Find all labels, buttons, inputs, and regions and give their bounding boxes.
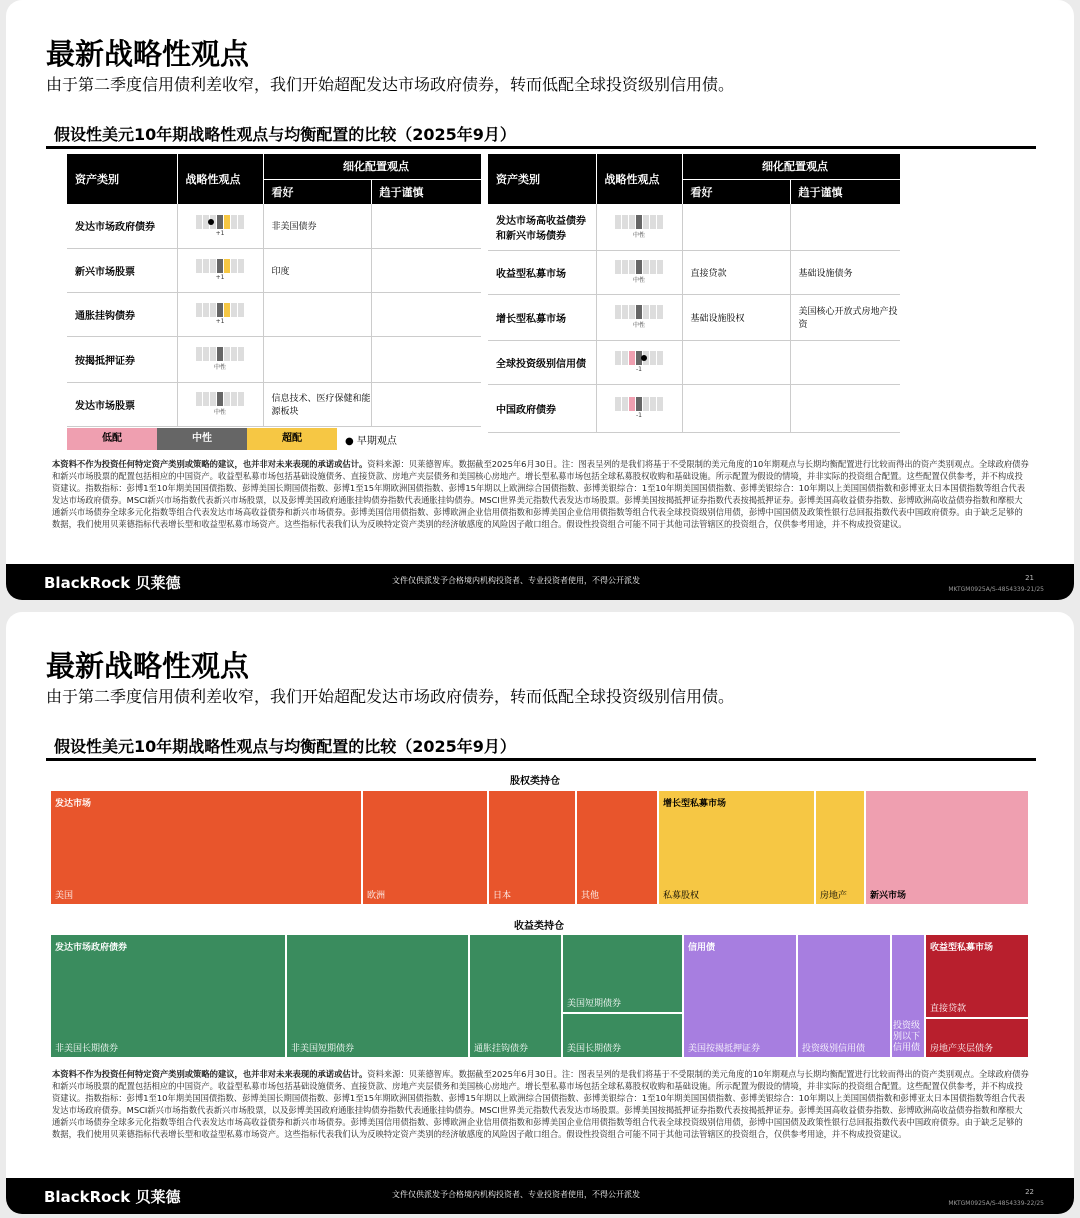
gauge-segment [210,347,216,361]
view-gauge [194,303,246,317]
view-label: -1 [636,412,642,419]
tm-re-mezz [925,1018,1029,1058]
footer-bar [6,564,1074,600]
tm-dm-us [50,790,362,905]
view-gauge-cell [596,384,682,432]
view-gauge-cell [596,340,682,384]
view-gauge-cell [596,204,682,250]
gauge-segment [636,260,642,274]
gauge-segment [622,397,628,411]
asset-class-cell: 收益型私募市场 [488,250,596,294]
gauge-segment [615,397,621,411]
table-row [67,204,481,248]
tm-em [865,790,1029,905]
asset-class-cell: 发达市场高收益债券和新兴市场债券 [488,204,596,250]
gauge-segment [196,259,202,273]
gauge-segment [615,305,621,319]
gauge-segment [224,392,230,406]
view-gauge-cell [177,204,263,248]
gauge-segment [643,305,649,319]
view-gauge [613,351,665,365]
gauge-segment [622,351,628,365]
disclaimer-bold: 本资料不作为投资任何特定资产类别或策略的建议，也并非对未来表现的承诺或估计。 [52,1069,368,1079]
page-subtitle: 由于第二季度信用债利差收窄，我们开始超配发达市场政府债券，转而低配全球投资级别信用债。 [46,75,735,94]
gauge-segment [231,392,237,406]
gauge-segment [217,303,223,317]
caution-cell [371,336,481,382]
title-rule [46,758,1036,761]
gauge-segment [657,305,663,319]
tm-us-label: 美国 [55,891,74,901]
view-gauge [613,215,665,229]
view-gauge [194,215,246,229]
gauge-segment [224,347,230,361]
gauge-segment [217,392,223,406]
tm-credit-label: 信用债 [688,943,716,953]
page-subtitle: 由于第二季度信用债利差收窄，我们开始超配发达市场政府债券，转而低配全球投资级别信用债。 [46,687,735,706]
tm-dmgov-label: 发达市场政府债券 [55,943,128,953]
slide-22 [6,612,1074,1214]
header-favor: 看好 [682,179,790,204]
gauge-segment [657,397,663,411]
gauge-segment [615,260,621,274]
gauge-segment [224,303,230,317]
view-label: +1 [215,318,225,325]
favor-cell [682,204,790,250]
views-table-left [67,154,482,427]
header-detail: 细化配置观点 [682,154,900,179]
slide-21 [6,0,1074,600]
gauge-segment [231,259,237,273]
tm-real-estate [815,790,865,905]
disclaimer-text: 资料来源：贝莱德智库。数据截至2025年6月30日。注：图表呈列的是我们将基于不受限制的美元角度的10年期观点与长期均衡配置进行比较而得出的资产类别观点。全球政府债券和新兴市场股票的配置包括相应的中国资产。收益型私募市场包括基础设施债务、直接贷款、房地产夹层债务和美国核心房地产。增长型私募市场包括全球私募股权收购和基础设施。所示配置为假设的情境，并非实际的投资组合配置。这些配置仅供参考，并不构成投资建议。指数指标：彭博1至10年期美国国债指数、彭博美国长期国债指数、彭博1至15年期欧洲国债指数、彭博15年期以上欧洲综合国债指数、彭博美银综合：1至10年期美国国债指数、彭博美银综合：10年期以上美国国债指数和彭博亚太日本国债指数等组合代表发达市场政府债券。MSCI新兴市场指数代表新兴市场股票，以及彭博美国政府通胀挂钩债券指数代表通胀挂钩债券。MSCI世界美元指数代表发达市场股票。彭博美国按揭抵押证券指数代表按揭抵押证券。彭博美国高收益债券指数、彭博欧洲高收益债券指数和摩根大通新兴市场债券全球多元化指数等组合代表发达市场高收益债券和新兴市场债券。彭博美国信用债指数、彭博欧洲企业信用债指数和彭博美国企业信用债指数等组合代表全球投资级别信用债，彭博中国国债及政策性银行总回报指数代表中国政府债券。由于缺乏足够的数据，我们使用贝莱德指标代表增长型和收益型私募市场资产。这些指标代表我们认为反映特定资产类别的经济敏感度的风险因子敞口组合。假设性投资组合可能不同于其他司法管辖区的投资组合，仅供参考用途，并不构成投资建议。 [52,1069,1029,1139]
footer-notice: 文件仅供派发予合格境内机构投资者、专业投资者使用，不得公开派发 [392,576,640,585]
gauge-segment [650,351,656,365]
tm-re-label: 房地产 [820,891,848,901]
gauge-segment [224,259,230,273]
tm-ig-lower [891,934,925,1058]
table-row [67,382,481,426]
tm-dm-gov [50,934,286,1058]
header-favor: 看好 [263,179,371,204]
table-row [488,250,900,294]
tm-mezz-label: 房地产夹层债务 [930,1044,994,1054]
gauge-segment [203,347,209,361]
tm-income-label: 收益型私募市场 [930,943,994,953]
tm-pe-label: 私募股权 [663,891,700,901]
asset-class-cell: 发达市场政府债券 [67,204,177,248]
gauge-segment [615,351,621,365]
gauge-segment [622,305,628,319]
gauge-segment [203,259,209,273]
gauge-segment [217,215,223,229]
caution-cell [371,382,481,426]
favor-cell [682,384,790,432]
header-detail: 细化配置观点 [263,154,481,179]
view-label: -1 [636,366,642,373]
gauge-segment [629,351,635,365]
gauge-segment [650,305,656,319]
view-gauge-cell [596,294,682,340]
table-row [67,292,481,336]
asset-class-cell: 增长型私募市场 [488,294,596,340]
brand-logo: BlackRock 贝莱德 [44,1188,181,1206]
tm-credit [683,934,797,1058]
gauge-segment [238,215,244,229]
tm-tips [469,934,562,1058]
gauge-segment [196,215,202,229]
gauge-segment [615,215,621,229]
gauge-segment [224,215,230,229]
caution-cell: 基础设施债务 [790,250,900,294]
favor-cell: 信息技术、医疗保健和能源板块 [263,382,371,426]
tm-dm-label: 发达市场 [55,799,92,809]
view-gauge-cell [596,250,682,294]
footer-notice: 文件仅供派发予合格境内机构投资者、专业投资者使用，不得公开派发 [392,1190,640,1199]
gauge-segment [643,397,649,411]
chart-title: 假设性美元10年期战略性观点与均衡配置的比较（2025年9月） [54,125,516,144]
caution-cell: 美国核心开放式房地产投资 [790,294,900,340]
tm-growth-label: 增长型私募市场 [663,799,727,809]
header-view: 战略性观点 [596,154,682,204]
view-gauge-cell [177,248,263,292]
tm-nonus-short [286,934,469,1058]
view-gauge [194,392,246,406]
caution-cell [371,204,481,248]
gauge-segment [196,303,202,317]
gauge-segment [203,303,209,317]
favor-cell: 基础设施股权 [682,294,790,340]
table-row [488,204,900,250]
page-title: 最新战略性观点 [46,37,250,71]
gauge-segment [643,260,649,274]
chart-title: 假设性美元10年期战略性观点与均衡配置的比较（2025年9月） [54,737,516,756]
gauge-segment [629,215,635,229]
asset-class-cell: 中国政府债券 [488,384,596,432]
tm-other-label: 其他 [581,891,600,901]
title-rule [46,146,1036,149]
view-label: 中性 [213,364,226,371]
fixed-header: 收益类持仓 [514,921,564,932]
tm-ig-label: 投资级别信用债 [802,1044,866,1054]
gauge-segment [657,215,663,229]
view-gauge-cell [177,336,263,382]
table-row [488,384,900,432]
disclaimer [52,1068,1030,1140]
early-view-dot [641,355,647,361]
caution-cell [790,204,900,250]
view-gauge [613,260,665,274]
caution-cell [790,384,900,432]
asset-class-cell: 全球投资级别信用债 [488,340,596,384]
favor-cell [263,336,371,382]
gauge-segment [231,215,237,229]
gauge-segment [636,305,642,319]
gauge-segment [643,215,649,229]
tm-japan [488,790,576,905]
view-label: +1 [215,274,225,281]
gauge-segment [217,347,223,361]
gauge-segment [636,215,642,229]
equity-header: 股权类持仓 [510,776,560,787]
header-view: 战略性观点 [177,154,263,204]
gauge-segment [629,260,635,274]
gauge-segment [636,397,642,411]
disclaimer-bold: 本资料不作为投资任何特定资产类别或策略的建议，也并非对未来表现的承诺或估计。 [52,459,368,469]
gauge-segment [629,397,635,411]
tm-us-long [562,1013,683,1058]
disclaimer [52,458,1030,530]
tm-nonus-short-label: 非美国短期债券 [291,1044,355,1054]
header-caution: 趋于谨慎 [790,179,900,204]
gauge-segment [629,305,635,319]
footer-bar [6,1178,1074,1214]
gauge-segment [196,347,202,361]
asset-class-cell: 发达市场股票 [67,382,177,426]
tm-us-short-label: 美国短期债券 [567,999,622,1009]
tm-tips-label: 通胀挂钩债券 [474,1044,529,1054]
favor-cell: 直接贷款 [682,250,790,294]
views-table-right [488,154,901,433]
legend-neutral: 中性 [157,428,247,450]
header-caution: 趋于谨慎 [371,179,481,204]
tm-europe-label: 欧洲 [367,891,386,901]
gauge-segment [231,303,237,317]
gauge-segment [210,392,216,406]
gauge-segment [657,351,663,365]
page-number: 21 [1025,574,1034,582]
page-title: 最新战略性观点 [46,649,250,683]
view-gauge [613,397,665,411]
asset-class-cell: 按揭抵押证券 [67,336,177,382]
gauge-segment [650,215,656,229]
legend-overweight: 超配 [247,428,337,450]
view-gauge [194,259,246,273]
page-number: 22 [1025,1188,1034,1196]
view-label: 中性 [632,322,645,329]
tm-ig [797,934,891,1058]
favor-cell: 印度 [263,248,371,292]
gauge-segment [657,260,663,274]
tm-em-label: 新兴市场 [870,891,907,901]
legend [67,428,397,450]
gauge-segment [217,259,223,273]
tm-income-pm [925,934,1029,1018]
gauge-segment [203,392,209,406]
tm-growth-pm [658,790,815,905]
header-asset: 资产类别 [67,154,177,204]
caution-cell [371,248,481,292]
gauge-segment [231,347,237,361]
view-label: 中性 [632,231,645,239]
gauge-segment [210,303,216,317]
gauge-segment [210,259,216,273]
asset-class-cell: 通胀挂钩债券 [67,292,177,336]
favor-cell: 非美国债券 [263,204,371,248]
brand-logo: BlackRock 贝莱德 [44,574,181,592]
asset-class-cell: 新兴市场股票 [67,248,177,292]
tm-ig-lower-label: 投资级别以下信用债 [893,1021,921,1053]
early-view-dot [208,219,214,225]
tm-europe [362,790,488,905]
header-asset: 资产类别 [488,154,596,204]
gauge-segment [238,259,244,273]
gauge-segment [196,392,202,406]
doc-code: MKTGM0925A/S-4854339-21/25 [948,586,1044,593]
favor-cell [682,340,790,384]
table-row [488,340,900,384]
doc-code: MKTGM0925A/S-4854339-22/25 [948,1200,1044,1207]
view-gauge-cell [177,382,263,426]
view-gauge [613,305,665,319]
gauge-segment [238,303,244,317]
caution-cell [371,292,481,336]
table-row [67,336,481,382]
legend-underweight: 低配 [67,428,157,450]
view-gauge-cell [177,292,263,336]
table-row [488,294,900,340]
view-gauge [194,347,246,361]
legend-early-view: ● 早期观点 [345,435,397,447]
view-label: 中性 [213,409,226,416]
tm-dl-label: 直接贷款 [930,1004,967,1014]
gauge-segment [622,260,628,274]
caution-cell [790,340,900,384]
table-row [67,248,481,292]
tm-us-long-label: 美国长期债券 [567,1044,622,1054]
gauge-segment [238,347,244,361]
tm-us-short [562,934,683,1013]
tm-japan-label: 日本 [493,891,512,901]
gauge-segment [622,215,628,229]
disclaimer-text: 资料来源：贝莱德智库。数据截至2025年6月30日。注：图表呈列的是我们将基于不受限制的美元角度的10年期观点与长期均衡配置进行比较而得出的资产类别观点。全球政府债券和新兴市场股票的配置包括相应的中国资产。收益型私募市场包括基础设施债务、直接贷款、房地产夹层债务和美国核心房地产。增长型私募市场包括全球私募股权收购和基础设施。所示配置为假设的情境，并非实际的投资组合配置。这些配置仅供参考，并不构成投资建议。指数指标：彭博1至10年期美国国债指数、彭博美国长期国债指数、彭博1至15年期欧洲国债指数、彭博15年期以上欧洲综合国债指数、彭博美银综合：1至10年期美国国债指数、彭博美银综合：10年期以上美国国债指数和彭博亚太日本国债指数等组合代表发达市场政府债券。MSCI新兴市场指数代表新兴市场股票，以及彭博美国政府通胀挂钩债券指数代表通胀挂钩债券。MSCI世界美元指数代表发达市场股票。彭博美国按揭抵押证券指数代表按揭抵押证券。彭博美国高收益债券指数、彭博欧洲高收益债券指数和摩根大通新兴市场债券全球多元化指数等组合代表发达市场高收益债券和新兴市场债券。彭博美国信用债指数、彭博欧洲企业信用债指数和彭博美国企业信用债指数等组合代表全球投资级别信用债，彭博中国国债及政策性银行总回报指数代表中国政府债券。由于缺乏足够的数据，我们使用贝莱德指标代表增长型和收益型私募市场资产。这些指标代表我们认为反映特定资产类别的经济敏感度的风险因子敞口组合。假设性投资组合可能不同于其他司法管辖区的投资组合，仅供参考用途，并不构成投资建议。 [52,459,1029,529]
gauge-segment [650,260,656,274]
view-label: 中性 [632,277,645,284]
tm-other [576,790,658,905]
gauge-segment [650,397,656,411]
view-label: +1 [215,229,225,237]
tm-nonus-long-label: 非美国长期债券 [55,1044,119,1054]
tm-mbs-label: 美国按揭抵押证券 [688,1044,761,1054]
gauge-segment [238,392,244,406]
favor-cell [263,292,371,336]
